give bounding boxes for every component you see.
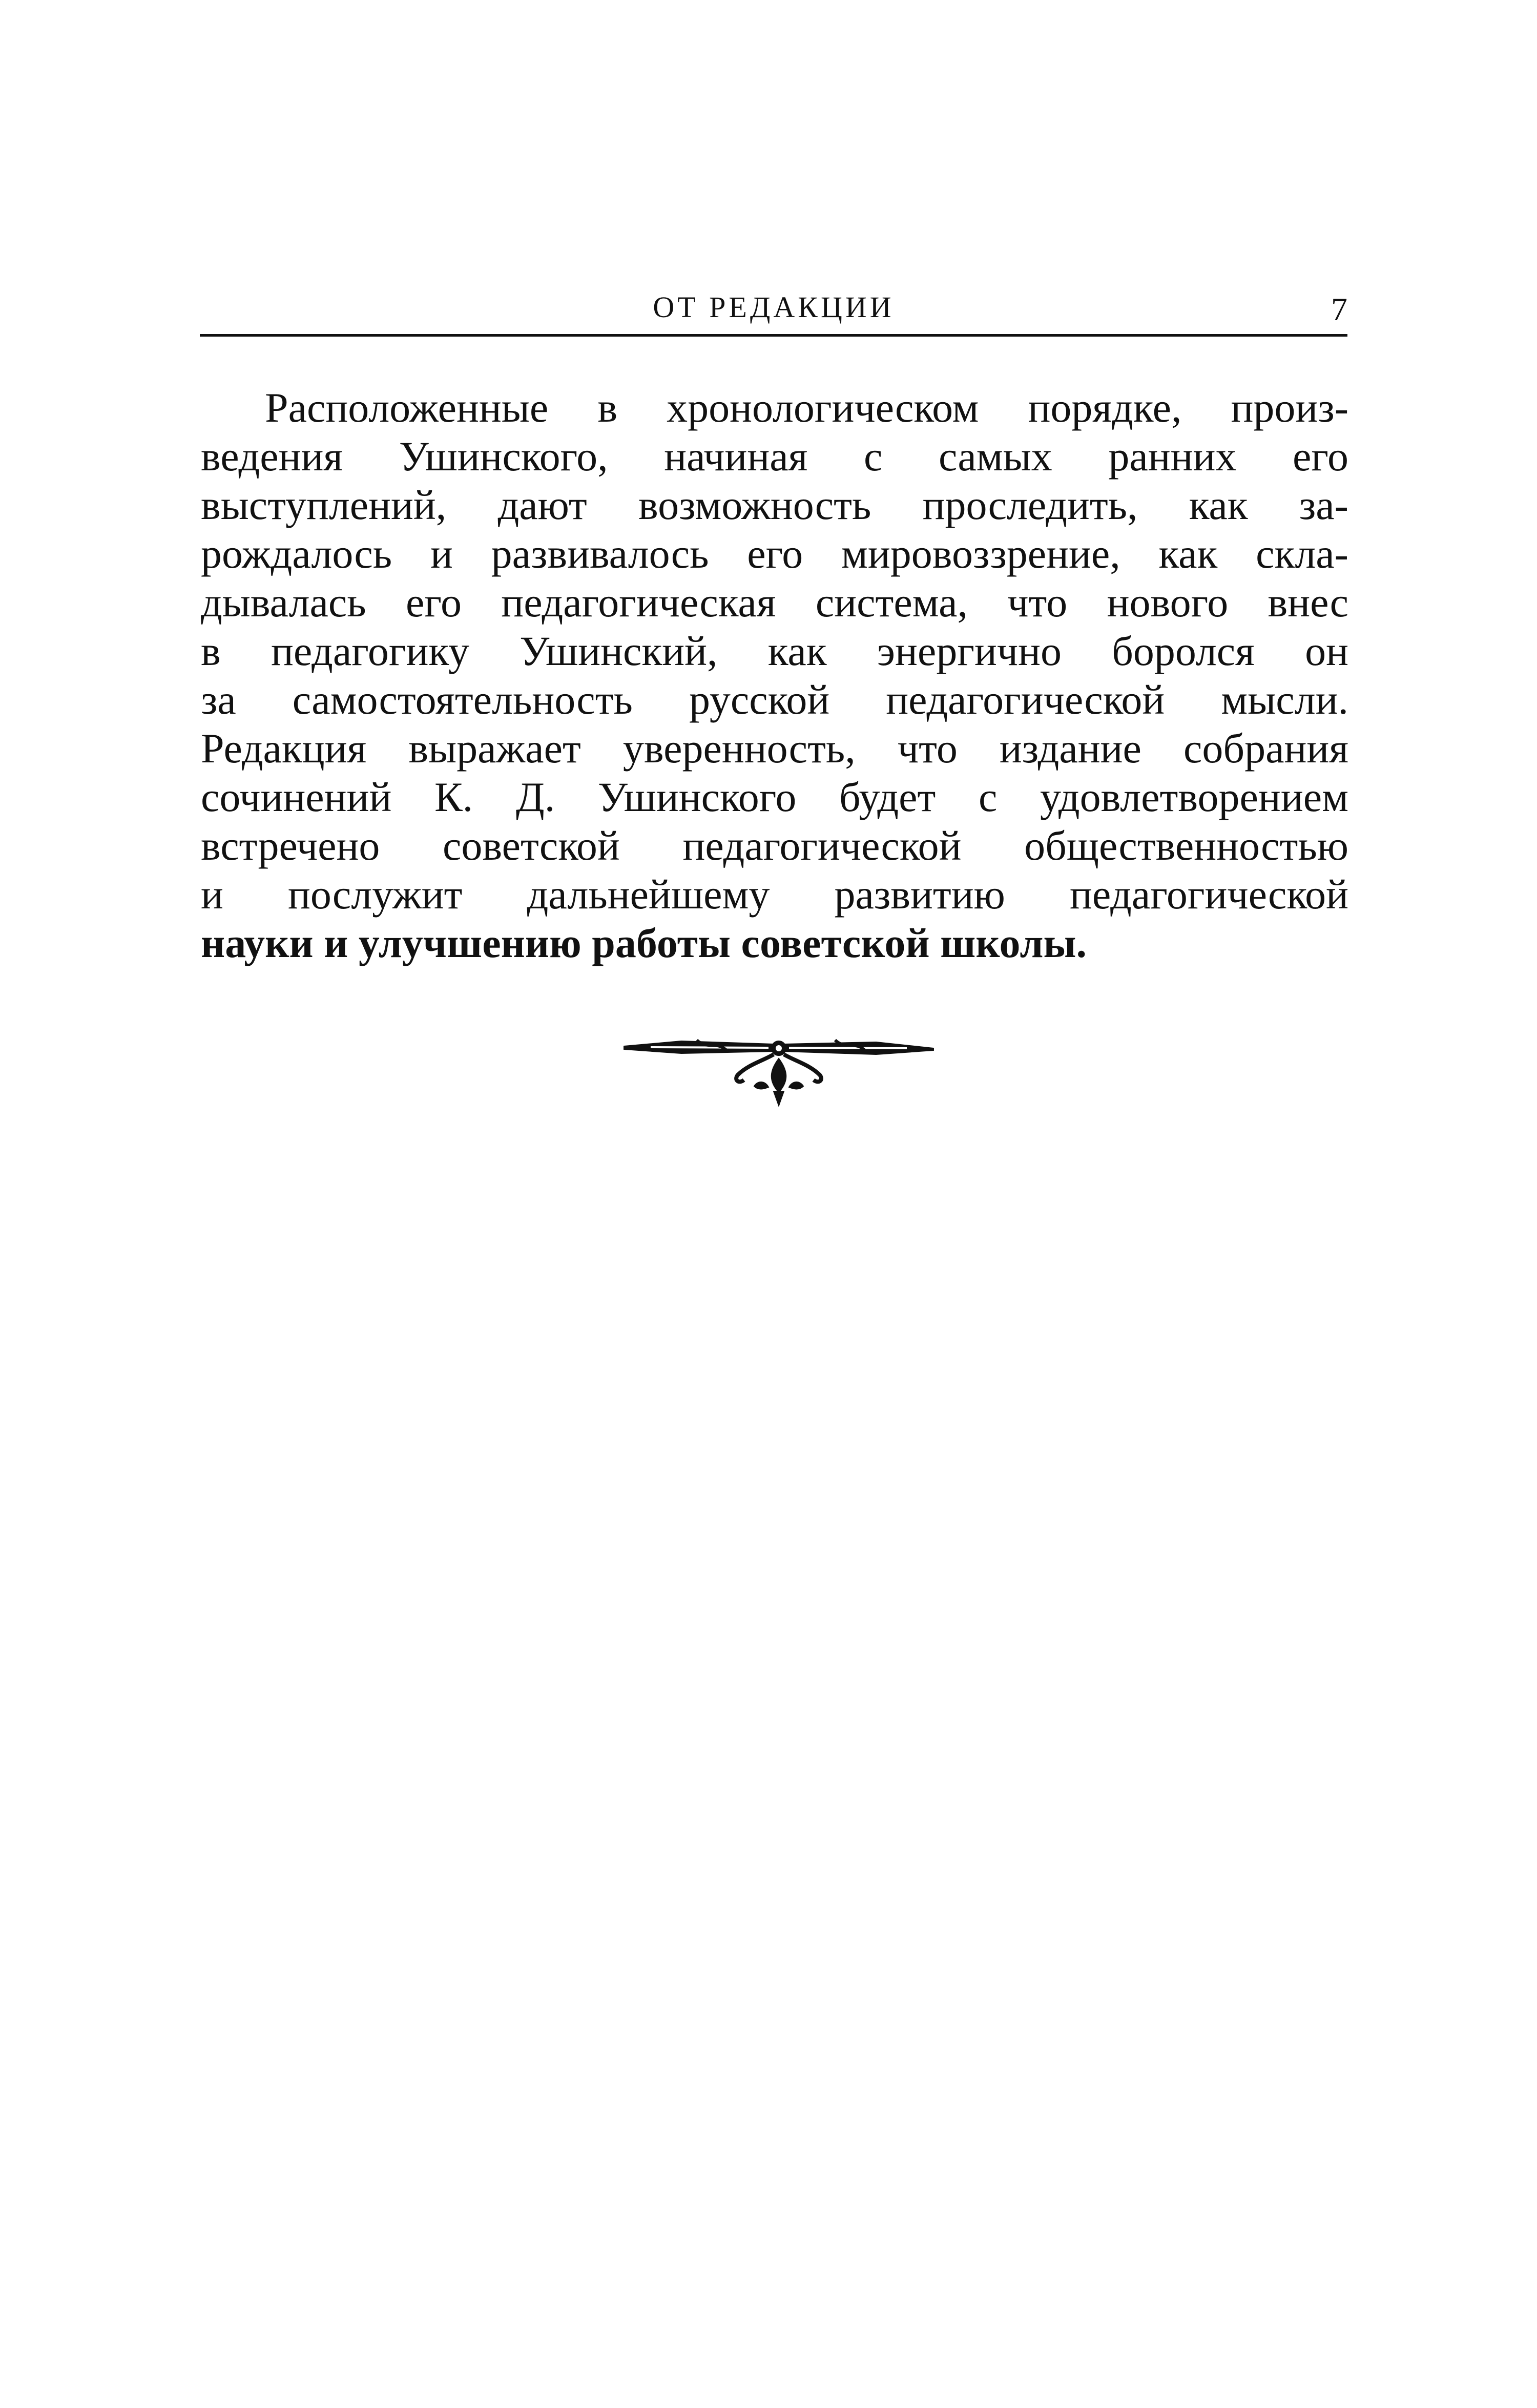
text-line: дывалась его педагогическая система, что нового внес [201,579,1348,626]
text-line: науки и улучшению работы советской школы. [201,920,1087,966]
text-line: выступлений, дают возможность проследить, как за- [201,482,1348,528]
text-line: Редакция выражает уверенность, что издание собрания [201,725,1348,772]
text-line: и послужит дальнейшему развитию педагогической [201,871,1348,918]
header-rule [200,334,1347,337]
text-line: встречено советской педагогической общественностью [201,822,1348,869]
running-title: ОТ РЕДАКЦИИ [653,290,895,324]
text-line: в педагогику Ушинский, как энергично боролся он [201,628,1348,674]
text-line: сочинений К. Д. Ушинского будет с удовлетворением [201,774,1348,820]
text-line: ведения Ушинского, начиная с самых ранних его [201,433,1348,480]
body-paragraph [201,383,1348,967]
text-line: рождалось и развивалось его мировоззрение, как скла- [201,530,1348,577]
text-line: Расположенные в хронологическом порядке, произ- [265,384,1348,431]
running-head [200,287,1347,328]
page-number: 7 [1331,291,1347,327]
text-line: за самостоятельность русской педагогической мысли. [201,676,1348,723]
decorative-tailpiece-icon [620,1020,938,1112]
